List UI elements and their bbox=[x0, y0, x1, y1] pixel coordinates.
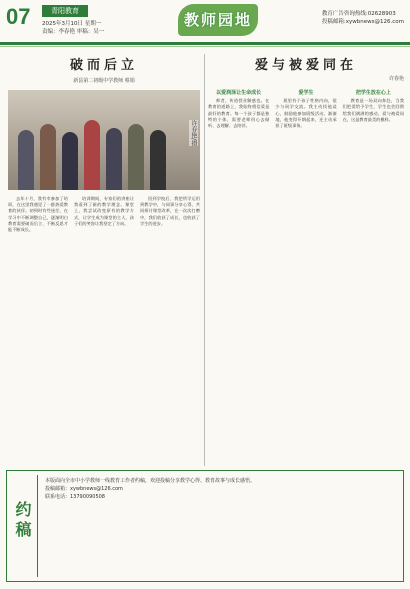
person-figure bbox=[106, 128, 122, 190]
paragraph: 教育是一场双向奔赴，当我们把爱给予学生，学生也会回馈给我们满满的感动。爱与被爱同在，这是教育最美的模样。 bbox=[342, 98, 404, 122]
person-figure bbox=[62, 132, 78, 190]
paragraph: 师者，传道授业解惑也。在教育的道路上，我始终相信爱是最好的教育。每一个孩子都是独特的个体，需要老师用心去倾听、去理解、去陪伴。 bbox=[208, 98, 270, 129]
text-column bbox=[275, 88, 336, 129]
ad-label: 约稿 bbox=[13, 501, 32, 541]
text-column bbox=[8, 196, 68, 233]
column-title: 教师园地 bbox=[178, 4, 258, 36]
text-column bbox=[74, 196, 134, 233]
header-rule bbox=[0, 42, 410, 45]
article-author: 许春艳 bbox=[388, 76, 404, 82]
person-figure bbox=[128, 124, 144, 190]
subheading: 爱学生 bbox=[298, 90, 314, 96]
paragraph: 去年十月，我有幸参加了培训，在这里我遇见了一群热爱教育的伙伴。初到时有些迷茫，在学习中不断调整自己，逐渐明白教育需要破而后立，不断反思才能不断成长。 bbox=[8, 196, 68, 233]
text-column bbox=[208, 88, 269, 129]
person-figure bbox=[40, 124, 56, 190]
ad-phone: 联系电话：13790090508 bbox=[45, 494, 105, 500]
article-title: 破而后立 bbox=[69, 58, 138, 73]
ad-text bbox=[45, 477, 385, 501]
ad-hotline: 教育广告咨询热线:02628903 bbox=[321, 11, 396, 17]
call-for-submissions bbox=[6, 470, 404, 582]
person-figure bbox=[84, 120, 100, 190]
date-line: 2025年3月10日 星期一 bbox=[42, 21, 102, 27]
article-body bbox=[8, 196, 200, 233]
column-divider bbox=[204, 54, 205, 466]
header-rule-thin bbox=[0, 46, 410, 47]
page-number: 07 bbox=[6, 4, 31, 29]
page-header bbox=[0, 0, 410, 48]
person-figure bbox=[150, 130, 166, 190]
contact-info bbox=[322, 10, 404, 26]
left-article bbox=[8, 54, 200, 233]
right-article bbox=[208, 54, 404, 129]
newspaper-logo: 青阳教育 bbox=[42, 5, 88, 17]
editor-line: 责编：李春艳 审稿：吴一 bbox=[42, 29, 105, 35]
submission-email: 投稿邮箱:xywbnews@126.com bbox=[321, 19, 404, 25]
text-column bbox=[343, 88, 404, 129]
article-body bbox=[208, 88, 404, 129]
person-figure bbox=[18, 130, 34, 190]
article-title: 爱与被爱同在 bbox=[254, 58, 357, 73]
ad-divider bbox=[37, 475, 38, 577]
paragraph: 班里有个孩子性格内向，很少与同学交流。我主动找他谈心，鼓励他参加班级活动。渐渐地，他变得开朗起来，还主动承担了班级事务。 bbox=[275, 98, 337, 129]
photo-caption: 许春艳/摄 bbox=[190, 120, 197, 147]
subheading: 以爱润泽让生命成长 bbox=[216, 90, 262, 96]
ad-line: 本版面向全市中小学教师一线教育工作者约稿，欢迎投稿分享教学心得、教育故事与成长感悟。 bbox=[45, 478, 256, 484]
ad-email[interactable]: 投稿邮箱：xywbnews@126.com bbox=[45, 486, 123, 492]
subheading: 把学生放在心上 bbox=[355, 90, 391, 96]
issue-meta bbox=[42, 20, 104, 36]
paragraph: 回到学校后，我把所学运用到教学中，与同事分享心得，共同探讨课堂改革，在一次次打磨中，我们收获了成长，也收获了学生的进步。 bbox=[140, 196, 200, 226]
text-column bbox=[140, 196, 200, 233]
article-byline: 新县第二初级中学教师 蔡娟 bbox=[73, 78, 135, 84]
group-photo bbox=[8, 90, 200, 190]
paragraph: 培训期间，专家们的讲座让我看到了新的教学理念。课堂上，我尝试改变原有的教学方式，让学生成为课堂的主人，孩子们的笑容让我坚定了方向。 bbox=[74, 196, 134, 226]
